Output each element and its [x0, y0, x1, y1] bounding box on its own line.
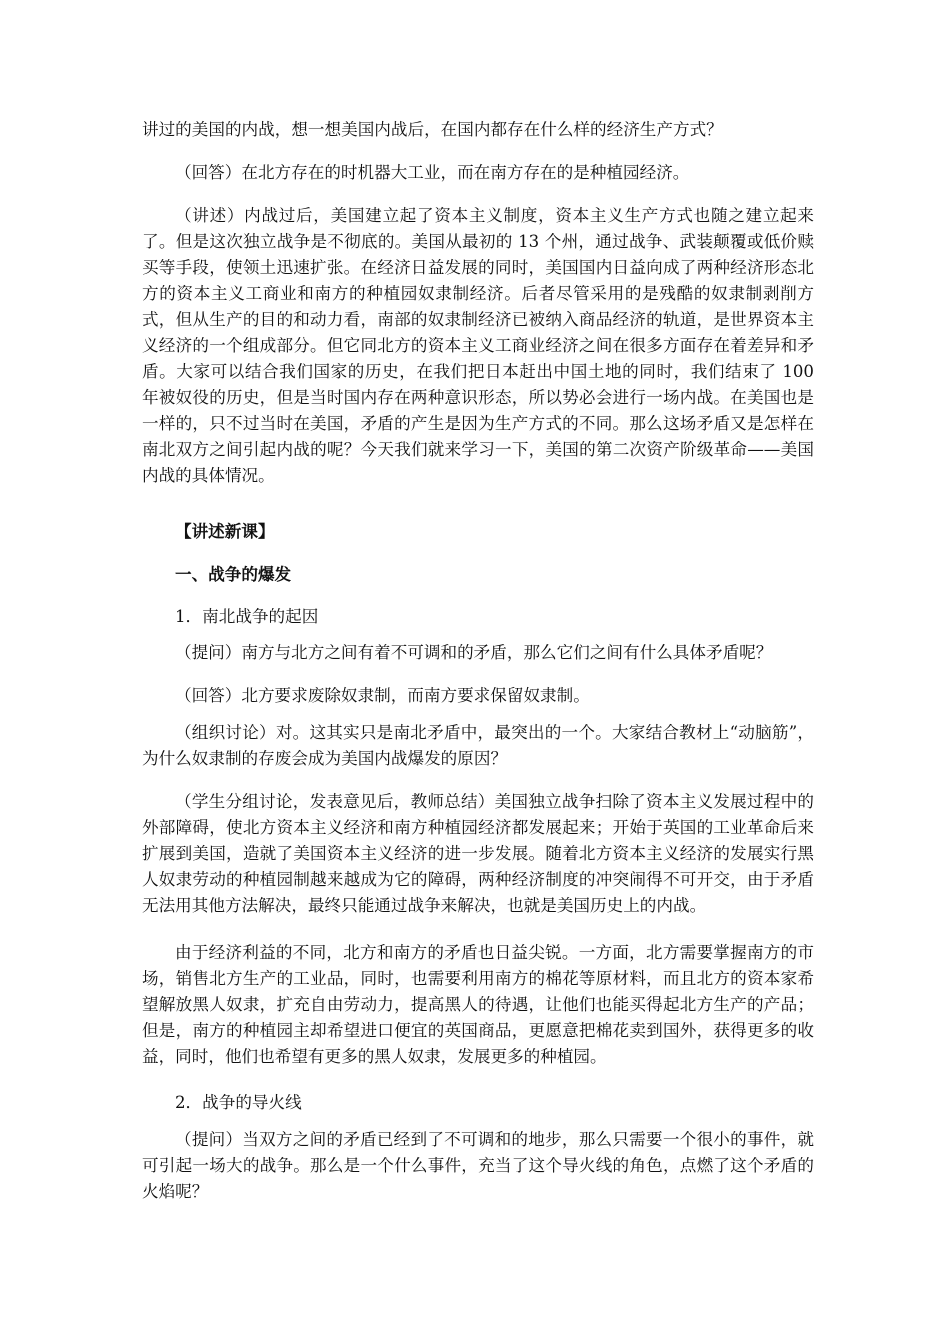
paragraph-teacher-summary: （学生分组讨论，发表意见后，教师总结）美国独立战争扫除了资本主义发展过程中的外部障碍，使北方资本主义经济和南方种植园经济都发展起来；开始于英国的工业革命后来扩展到美国，造就了美国资本主义经济的进一步发展。随着北方资本主义经济的发展实行黑人奴隶劳动的种植园制越来越成为它的障碍，两种经济制度的冲突闹得不可开交，由于矛盾无法用其他方法解决，最终只能通过战争来解决，也就是美国历史上的内战。: [142, 792, 814, 915]
subheading-war-fuse: 2．战争的导火线: [175, 1093, 302, 1112]
paragraph-answer-2: （回答）北方要求废除奴隶制，而南方要求保留奴隶制。: [175, 686, 590, 705]
section-label-new-lesson: 【讲述新课】: [175, 521, 275, 541]
paragraph-intro-question: 讲过的美国的内战，想一想美国内战后，在国内都存在什么样的经济生产方式？: [142, 120, 723, 139]
paragraph-question-3: （提问）当双方之间的矛盾已经到了不可调和的地步，那么只需要一个很小的事件，就可引起一场大的战争。那么是一个什么事件，充当了这个导火线的角色，点燃了这个矛盾的火焰呢？: [142, 1130, 814, 1201]
paragraph-economic-interests: 由于经济利益的不同，北方和南方的矛盾也日益尖锐。一方面，北方需要掌握南方的市场，销售北方生产的工业品，同时，也需要利用南方的棉花等原材料，而且北方的资本家希望解放黑人奴隶，扩充自由劳动力，提高黑人的待遇，让他们也能买得起北方生产的产品；但是，南方的种植园主却希望进口便宜的英国商品，更愿意把棉花卖到国外，获得更多的收益，同时，他们也希望有更多的黑人奴隶，发展更多的种植园。: [142, 943, 814, 1066]
paragraph-answer-1: （回答）在北方存在的时机器大工业，而在南方存在的是种植园经济。: [175, 163, 690, 182]
paragraph-discussion: （组织讨论）对。这其实只是南北矛盾中，最突出的一个。大家结合教材上“动脑筋”，为什么奴隶制的存废会成为美国内战爆发的原因？: [142, 723, 814, 768]
heading-war-outbreak: 一、战争的爆发: [175, 564, 292, 584]
paragraph-question-2: （提问）南方与北方之间有着不可调和的矛盾，那么它们之间有什么具体矛盾呢？: [175, 643, 773, 662]
paragraph-narration: （讲述）内战过后，美国建立起了资本主义制度，资本主义生产方式也随之建立起来了。但是这次独立战争是不彻底的。美国从最初的 13 个州，通过战争、武装颠覆或低价赎买等手段，使领土迅速扩张。在经济日益发展的同时，美国国内日益向成了两种经济形态北方的资本主义工商业和南方的种植园奴隶制经济。后者尽管采用的是残酷的奴隶制剥削方式，但从生产的目的和动力看，南部的奴隶制经济已被纳入商品经济的轨道，是世界资本主义经济的一个组成部分。但它同北方的资本主义工商业经济之间在很多方面存在着差异和矛盾。大家可以结合我们国家的历史，在我们把日本赶出中国土地的同时，我们结束了 100 年被奴役的历史，但是当时国内存在两种意识形态，所以势必会进行一场内战。在美国也是一样的，只不过当时在美国，矛盾的产生是因为生产方式的不同。那么这场矛盾又是怎样在南北双方之间引起内战的呢？今天我们就来学习一下，美国的第二次资产阶级革命——美国内战的具体情况。: [142, 206, 814, 485]
subheading-war-causes: 1．南北战争的起因: [175, 607, 319, 626]
